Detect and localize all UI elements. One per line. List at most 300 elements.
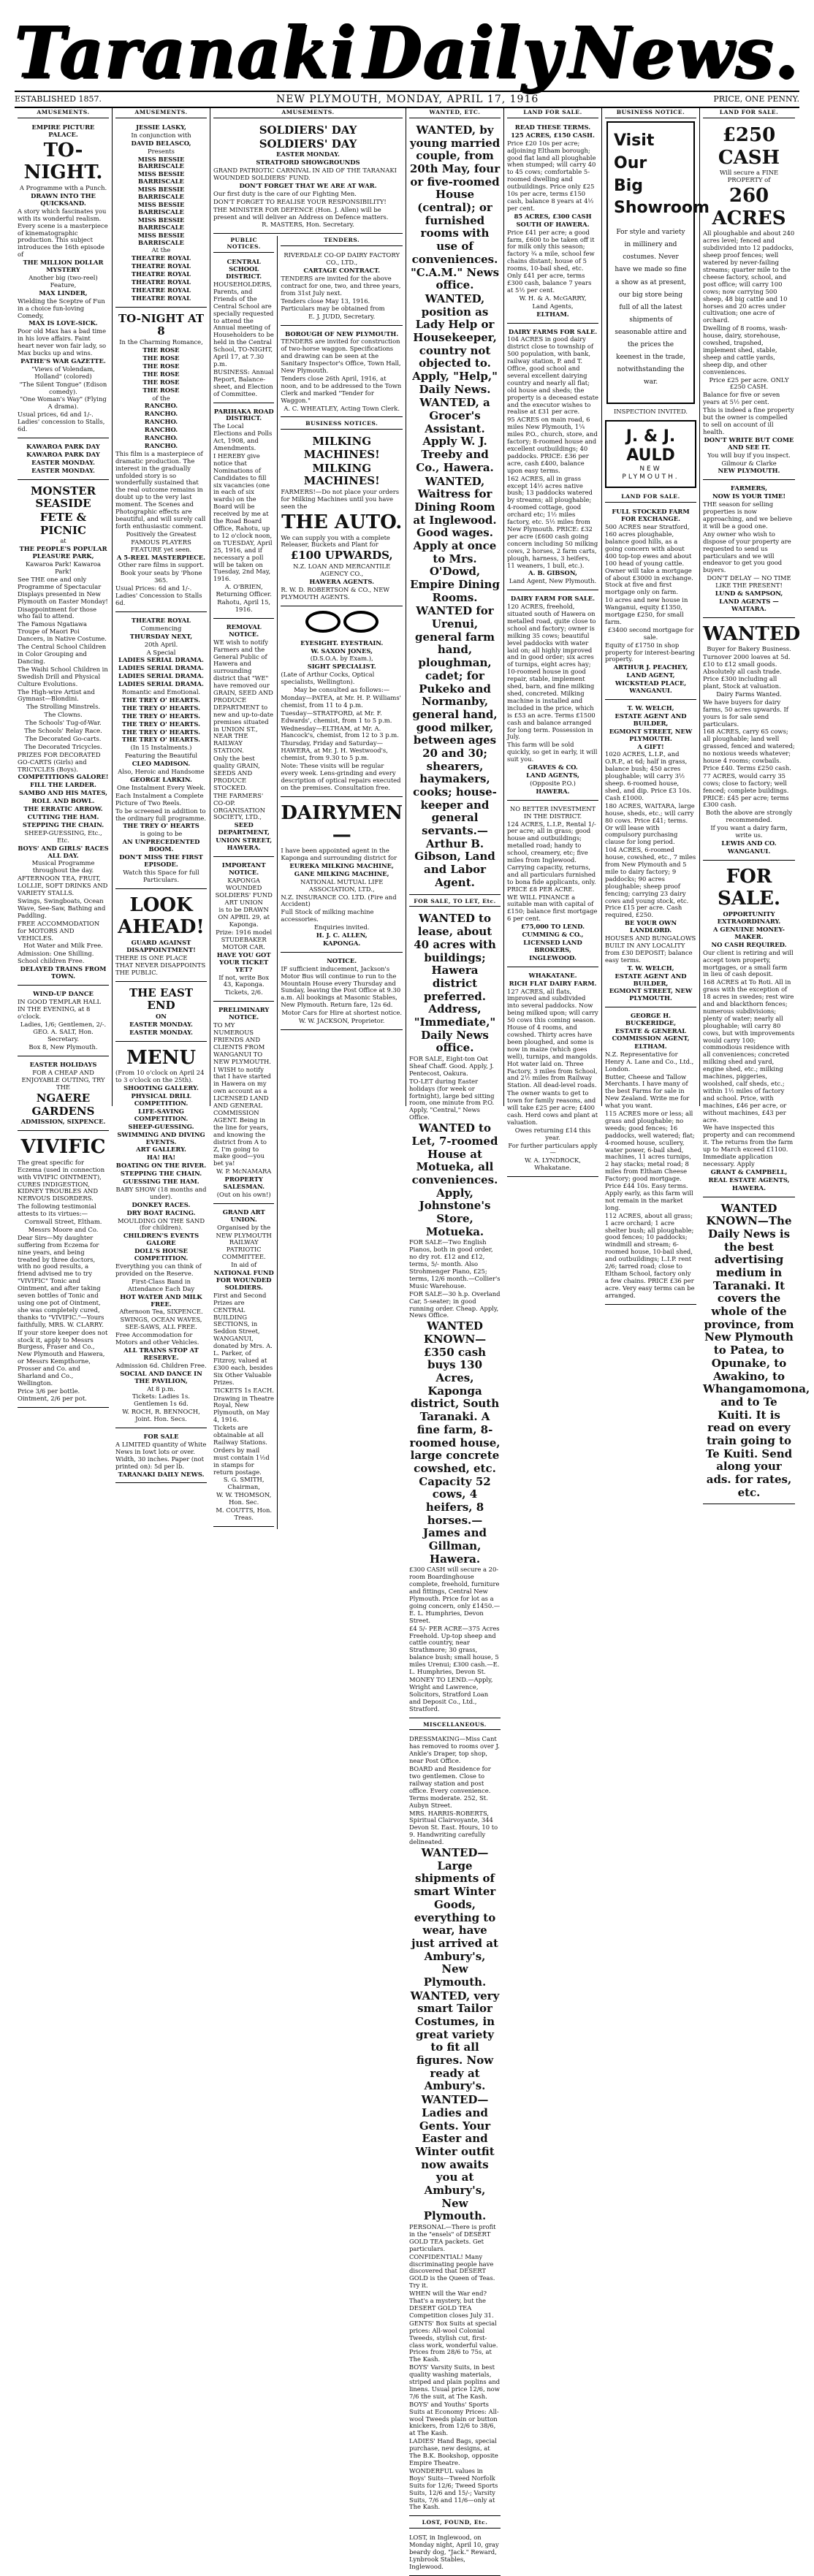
ad-line: 104 ACRES, 6-roomed house, cowshed, etc., 7 miles from New Plymouth and 5 mile to dairy factory; 9 paddocks; 90 acres ploughable; sheep proof fencing; carrying 23 dairy cows and young stock, etc. Price £15 per acre. Cash required, £250. bbox=[605, 846, 696, 919]
ad-line: DON'T FORGET TO REALISE YOUR RESPONSIBILITY! bbox=[213, 197, 387, 205]
ad-line: Enquiries invited. bbox=[314, 923, 370, 931]
ad-line: Dwelling of 8 rooms, wash-house, dairy, storehouse, cowshed, trapshed, implement shed, stable, sheep and cattle yards, sheep dip, and other conveniences. bbox=[703, 324, 788, 376]
ad-line: TENDERS are invited for construction of two-horse waggon. Specifications and drawing can be seen at the Sanitary Inspector's Office, Town Hall, New Plymouth. bbox=[281, 338, 401, 375]
ad-line: SOUTH OF HAWERA. bbox=[516, 220, 590, 228]
ad-line: FETE & PICNIC bbox=[39, 511, 87, 537]
ad-line: WANTED KNOWN—£350 cash buys 130 Acres, Kaponga district, South Taranaki. A fine farm, 8-roomed house, large concrete cowshed, etc. Capacity 52 cows, 4 heifers, 8 horses.—James and Gillman, Hawera. bbox=[409, 1319, 501, 1566]
ad-line: Turnover 2000 loaves at 5d. £10 to £12 small goods. Absolutely all cash trade. Price £300 including all plant, Stock at valuation. bbox=[703, 653, 791, 690]
ad-wanted bbox=[409, 121, 501, 895]
ad-line: PARIHAKA ROAD DISTRICT. bbox=[213, 407, 274, 422]
ad-line: SOCIAL AND DANCE IN THE PAVILION, bbox=[120, 1369, 202, 1384]
ad-line: WANTED, position as Lady Help or Housekeeper, country not objected to. Apply, "Help," Daily News. bbox=[412, 291, 498, 396]
ad-line: "Views of Volendam, Holland" (colored) bbox=[31, 365, 95, 380]
ad-line: MILKING MACHINES! bbox=[303, 435, 380, 462]
column-header: BUSINESS NOTICES. bbox=[281, 419, 403, 430]
ad-line: Price 3/6 per bottle. Ointment, 2/6 per pot. bbox=[18, 1387, 87, 1402]
ad-line: SOLDIERS' DAY bbox=[259, 137, 357, 150]
ad-line: AN UNPRECEDENTED BOOM. bbox=[122, 838, 200, 853]
ad-line: SEED DEPARTMENT, bbox=[218, 821, 270, 837]
ad-line: May be consulted as follows:— bbox=[294, 686, 390, 694]
ad-line: RANCHO. bbox=[144, 410, 178, 418]
ad-line: 500 ACRES near Stratford, 160 acres ploughable, balance good hills, as a going concern with about 400 top-top ewes and about 100 head of young cattle. Owner will take a mortgage of about £3000 in exchange. Stock at five and first mortgage only on farm. bbox=[605, 523, 693, 596]
ad-wanted-known bbox=[703, 1200, 810, 1505]
ad-grand-art-union bbox=[213, 1206, 274, 1527]
ad-line: One Instalment Every Week. bbox=[116, 783, 205, 791]
ad-line: TO MY NUMEROUS FRIENDS AND CLIENTS FROM WANGANUI TO NEW PLYMOUTH. bbox=[213, 1021, 271, 1065]
ad-line: 127 ACRES, all flats, improved and subdivided into several paddocks. Now being milked upon; will carry 50 cows this coming season. House of 4 rooms, and cowshed. Thirty acres have been ploughed, and some is now in maize (which goes well), turnips, and mangolds. Hot water laid on. Three Factory, 3 miles from School, and 2½ miles from Railway Station. All dead-level roads. bbox=[507, 987, 598, 1089]
ad-line: A. C. WHEATLEY, Acting Town Clerk. bbox=[284, 404, 400, 412]
ad-line: FOR A CHEAP AND ENJOYABLE OUTING, TRY THE bbox=[21, 1069, 105, 1091]
ad-line: THEATRE ROYAL bbox=[131, 616, 191, 624]
ad-line: PATHE'S WAR GAZETTE. bbox=[20, 357, 106, 365]
ad-line: EMPIRE PICTURE PALACE. bbox=[31, 123, 95, 138]
ad-line: WE WILL FINANCE a suitable man with capital of £150; balance first mortgage 6 per cent. bbox=[507, 893, 598, 923]
masthead-word-2: Daily bbox=[363, 11, 563, 94]
ad-buckeridge bbox=[605, 1010, 696, 1304]
ad-line: MISS BESSIE BARRISCALE bbox=[137, 155, 185, 170]
ad-line: DAIRYMEN— bbox=[281, 801, 403, 847]
ad-line: KAPONGA. bbox=[323, 939, 361, 947]
ad-line: 120 ACRES, freehold, situated south of Hawera on metalled road, quite close to school and factory; owner is milking 35 cows; beautiful level paddocks with water laid on; all highly improved and in good order; six acres of turnips, eight acres hay; 10-roomed house in good repair, stable, implement shed, barn, and fine milking shed, concreted. Milking machine is installed and included in the price, which is £53 an acre. Terms £1500 cash and balance arranged for long term. Possession in July. bbox=[507, 603, 596, 741]
ad-dairymen bbox=[281, 799, 403, 953]
column-5 bbox=[406, 108, 504, 2570]
ad-line: LADIES' Hand Bags, special purchase, new designs, at The B.K. Bookshop, opposite Empire Theatre. bbox=[409, 2437, 498, 2467]
ad-line: THE PEOPLE'S POPULAR PLEASURE PARK, bbox=[19, 545, 107, 560]
ad-riverdale bbox=[281, 249, 403, 325]
column-header: TENDERS. bbox=[281, 236, 403, 246]
ad-line: THEATRE ROYAL bbox=[131, 294, 191, 302]
ad-line: STEPPING THE CHAIN. bbox=[120, 1170, 202, 1178]
ad-line: GRAVES & CO. bbox=[528, 763, 578, 771]
ad-line: PRIZES FOR DECORATED GO-CARTS (Girls) and TRICYCLES (Boys). bbox=[18, 750, 101, 773]
price: PRICE, ONE PENNY. bbox=[713, 94, 799, 104]
ad-line: Drawing in Theatre Royal, New Plymouth, on May 4, 1916. bbox=[213, 1394, 274, 1424]
column-header: LAND FOR SALE. bbox=[703, 108, 795, 118]
ad-line: 95 ACRES on main road, 6 miles New Plymouth, 1¼ miles P.O., church, store, and factory; 8-roomed house and excellent outbuildings; 40 paddocks. PRICE: £36 per acre, cash £400, balance upon easy terms. bbox=[507, 416, 598, 474]
ad-line: Book your seats by 'Phone 365. bbox=[120, 569, 202, 584]
ad-line: WANTED—Ladies and Gents. Your Easter and Winter outfit now awaits you at Ambury's, New Plymouth. bbox=[415, 2093, 495, 2223]
ad-line: EGMONT STREET, NEW PLYMOUTH. bbox=[609, 987, 693, 1002]
ad-line: MILKING MACHINES! bbox=[303, 461, 380, 488]
ad-line: Tuesday—STRATFORD, at Mr. F. Edwards', chemist, from 1 to 5 p.m. bbox=[281, 709, 392, 724]
ad-parihaka bbox=[213, 405, 274, 619]
ad-line: SIGHT SPECIALIST. bbox=[307, 663, 376, 671]
ad-line: HOT WATER AND MILK FREE. bbox=[120, 1292, 202, 1308]
ad-line: WANTED—Large shipments of smart Winter Goods, everything to wear, have just arrived at Ambury's, New Plymouth. bbox=[411, 1846, 498, 1989]
ad-line: A GIFT! bbox=[637, 742, 664, 750]
ad-line: WICKSTEAD PLACE, WANGANUI. bbox=[615, 679, 687, 695]
ad-line: We have buyers for dairy farms, 50 acres upwards. If yours is for sale send particulars. bbox=[703, 698, 788, 728]
ad-for-sale bbox=[409, 910, 501, 1718]
ad-line: R. MASTERS, Hon. Secretary. bbox=[262, 221, 354, 229]
ad-line: Buyer for Bakery Business. bbox=[707, 645, 791, 653]
ad-line: A GENUINE MONEY-MAKER. bbox=[713, 925, 785, 940]
ad-line: "The Silent Tongue" (Edison comedy). bbox=[19, 380, 107, 395]
ad-line: At 8 p.m. bbox=[147, 1384, 175, 1392]
ad-line: NEW PLYMOUTH. bbox=[718, 467, 780, 475]
ad-seaside-fete bbox=[18, 482, 109, 986]
ad-line: TENDERS are invited for the above contract for one, two, and three years, from 31st July next. bbox=[281, 275, 401, 297]
ad-line: This is indeed a fine property but the owner is compelled to sell on account of ill health. bbox=[703, 406, 794, 435]
ad-line: Each Instalment a Complete Picture of Two Reels. bbox=[115, 791, 204, 807]
ad-line: (Out on his own!) bbox=[216, 1190, 271, 1198]
ad-line: WANTED for Urenui, general farm hand, ploughman, cadet; for Pukeko and Normanby, general hand, good milker, between ages 20 and 30; shearers, haymakers, cooks; house-keeper and general servants.—Arthur B. Gibson, Land and Labor Agent. bbox=[412, 604, 498, 889]
ad-line: A 5-REEL MASTERPIECE. bbox=[116, 553, 206, 561]
ad-borough bbox=[281, 328, 403, 418]
ad-removal bbox=[213, 621, 274, 857]
ad-line: THE TREY O' HEARTS. bbox=[121, 712, 201, 720]
ad-line: The Local Elections and Polls Act, 1908, and Amendments. bbox=[213, 422, 273, 452]
ad-line: FAMOUS PLAYERS FEATURE yet seen. bbox=[130, 538, 192, 553]
ad-line: THEATRE ROYAL bbox=[131, 270, 191, 278]
ad-line: STEPPING THE CHAIN. bbox=[22, 820, 104, 828]
ad-line: WE wish to notify Farmers and the General Public of Hawera and surrounding district that "WE" have removed our GRAIN, SEED AND PRODUCE DEPARTMENT to new and up-to-date premises situated in UNION ST., NEAR THE RAILWAY STATION. bbox=[213, 638, 274, 755]
ad-line: IF sufficient inducement, Jackson's Motor Bus will continue to run to the Mountain House every Thursday and Sunday, leaving the Post Office at 9.30 a.m. All bookings at Masonic Stables, New Plymouth. Return fare, 12s 6d. bbox=[281, 964, 401, 1009]
ad-line: DONKEY RACES. bbox=[132, 1200, 191, 1208]
ad-dairy-farms bbox=[507, 326, 598, 591]
ad-line: TO-NIGHT. bbox=[23, 139, 103, 184]
ad-windup-dance bbox=[18, 988, 109, 1056]
ad-line: GUARD AGAINST DISAPPOINTMENT! bbox=[126, 939, 196, 953]
ad-250-cash bbox=[703, 121, 795, 480]
ad-line: (From 10 o'clock on April 24 to 3 o'clock on the 25th). bbox=[115, 1069, 205, 1084]
ad-line: Orders by mail must contain 1½d in stamps for return postage. bbox=[213, 1446, 270, 1476]
ad-vivific bbox=[18, 1133, 109, 1408]
ad-line: READ THESE TERMS. bbox=[514, 123, 591, 131]
ad-line: FILL THE LARDER. bbox=[30, 781, 96, 789]
column-1 bbox=[15, 108, 113, 1402]
ad-line: THEATRE ROYAL bbox=[131, 262, 191, 270]
ad-line: Another big (two-reel) Feature, bbox=[28, 273, 98, 289]
ad-line: MAX LINDER, bbox=[39, 289, 88, 297]
ad-line: Tickets, 2/6. bbox=[224, 988, 263, 997]
ad-line: 20th April. bbox=[144, 640, 178, 648]
column-header: FOR SALE, TO LET, Etc. bbox=[409, 897, 501, 907]
ad-line: KAPONGA WOUNDED SOLDIERS' FUND ART UNION bbox=[215, 876, 273, 906]
ad-empire bbox=[18, 121, 109, 438]
ad-line: Only the best quality GRAIN, SEEDS AND PRODUCE STOCKED. bbox=[213, 755, 260, 791]
ad-line: FARMERS, bbox=[730, 484, 768, 492]
ad-line: BOARD and Residence for two gentlemen. Close to railway station and post office. Every convenience. Terms moderate. 252, St. Aubyn Street. bbox=[409, 1765, 491, 1809]
ad-line: H. J. C. ALLEN, bbox=[316, 931, 368, 940]
ad-line: £75,000 TO LEND. bbox=[520, 923, 585, 931]
ad-line: I WISH to notify that I have started in Hawera on my own account as a LICENSED LAND AND GENERAL COMMISSION AGENT. Being in the line for years, and knowing the district from A to Z, I'm going to make good—you bet ya! bbox=[213, 1065, 271, 1167]
ad-line: Usual Prices: 6d and 1/-. Ladies' Concession to Stalls 6d. bbox=[115, 584, 202, 606]
ad-line: 180 ACRES, WAITARA, large house, sheds, etc.; will carry 80 cows. Price £41; terms. Or will lease with compulsory purchasing clause for long period. bbox=[605, 801, 695, 846]
ad-line: Monday—PATEA, at Mr. H. P. Williams' chemist, from 11 to 4 p.m. bbox=[281, 693, 401, 709]
ad-line: TARANAKI DAILY NEWS. bbox=[118, 1470, 205, 1478]
ad-line: THE MINISTER FOR DEFENCE (Hon. J. Allen) will be present and will deliver an Address on Defence matters. bbox=[213, 205, 389, 221]
ad-line: Featuring the Beautiful bbox=[124, 752, 198, 760]
visit-line: Our bbox=[614, 153, 647, 172]
ad-line: MISS BESSIE BARRISCALE bbox=[137, 201, 185, 216]
ad-line: THE season for selling properties is now approaching, and we believe it will be a good one. bbox=[703, 500, 793, 530]
ad-line: The Famous Ngatiawa Troupe of Maori Poi Dancers, in Native Costume. bbox=[18, 620, 107, 643]
ad-line: SHEEP-GUESSING, Etc., Etc. bbox=[24, 828, 102, 844]
ad-line: EASTER MONDAY. bbox=[129, 1020, 193, 1028]
ad-line: BE YOUR OWN LANDLORD. bbox=[624, 919, 677, 934]
ad-saxon-jones bbox=[281, 637, 403, 797]
ad-line: Price £20 10s per acre; adjoining Eltham borough; good flat land all ploughable when stumped; will carry 40 to 45 cows; comfortable 5-roomed dwelling and outbuildings. Price only £25 10s per acre, terms £150 cash, balance 8 years at 4½ per cent. bbox=[507, 139, 596, 212]
ad-line: A LIMITED quantity of White News in Iowt lots or over. Width, 30 inches. Paper (not printed on): 5d per lb. bbox=[115, 1440, 207, 1470]
ad-line: A Special bbox=[146, 648, 176, 656]
ad-line: £250 CASH bbox=[718, 123, 780, 169]
ad-line: The Decorated Tricycles. bbox=[24, 742, 102, 750]
ad-line: CHILDREN'S EVENTS GALORE bbox=[123, 1232, 199, 1247]
ad-line: TO-NIGHT AT 8 bbox=[118, 311, 205, 338]
ad-line: LUND & SAMPSON, bbox=[715, 590, 783, 598]
ad-line: WANTED, a Grocer's Assistant. Apply W. J. Treeby and Co., Hawera. bbox=[416, 396, 494, 474]
ad-line: THEATRE ROYAL bbox=[131, 278, 191, 286]
column-header: LAND FOR SALE. bbox=[605, 492, 696, 503]
ad-line: of the bbox=[152, 394, 170, 402]
ad-for-sale-paper bbox=[115, 1430, 207, 1483]
ad-line: Cornwall Street, Eltham. bbox=[24, 1218, 102, 1226]
ad-line: BABY SHOW (18 months and under). bbox=[115, 1185, 207, 1200]
ad-line: You will buy if you inspect. bbox=[707, 451, 791, 459]
issue-date: NEW PLYMOUTH, MONDAY, APRIL 17, 1916 bbox=[275, 93, 539, 105]
ad-line: W. A. LYNDROCK, Whakatane. bbox=[525, 1156, 581, 1172]
ad-line: 162 ACRES, all in grass except 14½ acres native bush; 13 paddocks watered by streams; all ploughable; 4-roomed cottage, good orchard etc; 1½ miles factory, etc. 5½ miles from New Plymouth. PRICE: £32 per acre (£600 cash going concern including 50 milking cows, 2 horses, 2 farm carts, plough, harness, 3 heifers, 11 weaners, 1 bull, etc.). bbox=[507, 474, 598, 569]
ad-line: WANTED to lease, about 40 acres with buildings; Hawera district preferred. Address, "Immediate," Daily News office. bbox=[414, 912, 496, 1055]
column-header: BUSINESS NOTICE. bbox=[605, 108, 696, 118]
ad-line: HAWERA AGENTS. bbox=[309, 577, 375, 585]
ad-line: CUMMING & CO., bbox=[522, 931, 584, 939]
ad-line: THE TREY O' HEARTS. bbox=[121, 704, 201, 712]
ad-line: SOLDIERS' DAY bbox=[259, 123, 357, 137]
ad-welch bbox=[605, 702, 696, 1007]
ad-line: CENTRAL SCHOOL DISTRICT. bbox=[226, 258, 262, 281]
ad-line: THE ERRATIC ARROW. bbox=[23, 805, 103, 813]
ad-line: N.Z. INSURANCE CO. LTD. (Fire and Accident) bbox=[281, 893, 397, 908]
ad-line: Will secure a FINE PROPERTY of bbox=[719, 169, 779, 184]
ad-line: First and Second Prizes are CENTRAL BUILDING SECTIONS, in Seddon Street, WANGANUI, donated by Mrs. A. L. Parker, of Fitzroy, valued at £300 each, besides Six Other Valuable Prizes. bbox=[213, 1291, 273, 1386]
ad-line: Butter, Cheese and Tallow Merchants. I have many of the best Farms for sale in New Zealand. Write me for what you want. bbox=[605, 1072, 690, 1110]
ad-line: RIVERDALE CO-OP DAIRY FACTORY CO., LTD., bbox=[284, 251, 400, 267]
ad-line: Prize: 1916 model STUDEBAKER MOTOR CAR. bbox=[216, 929, 273, 950]
ad-line: DRY BOAT RACING. bbox=[126, 1208, 196, 1216]
ad-line: REAL ESTATE AGENTS, bbox=[708, 1175, 790, 1184]
ad-line: The following testimonial attests to its virtues:— bbox=[18, 1203, 96, 1218]
ad-line: FOR SALE—Two English Pianos, both in good order, no dry rot. £12 and £12, terms, 5/- month. Also Strohmenger Piano, £25; terms, 12/6 month.—Collier's Music Warehouse. bbox=[409, 1238, 501, 1289]
ad-line: Free Accommodation for Motors and other Vehicles. bbox=[115, 1331, 199, 1346]
ad-line: Rahotu, April 15, 1916. bbox=[217, 598, 271, 613]
ad-line: 124 ACRES, L.I.P., Rental 1/- per acre; all in grass; good house and outbuildings; metalled road; handy to school, creamery, etc; five miles from Inglewood. Carrying capacity, returns, and all particulars furnished to bona fide applicants, only. PRICE £8 PER ACRE. bbox=[507, 820, 596, 893]
ad-line: STRATFORD SHOWGROUNDS bbox=[256, 159, 360, 167]
ad-line: GENTS' Box Suits at special prices: All-wool Colonial Tweeds, stylish cut, first-class work, wonderful value. Prices from 28/6 to 75s, at The Kash. bbox=[409, 2319, 498, 2363]
ad-line: HAWERA. bbox=[731, 1184, 767, 1192]
ad-theatre-royal bbox=[115, 614, 207, 889]
ad-line: DON'T FORGET THAT WE ARE AT WAR. bbox=[239, 181, 377, 189]
ad-look-ahead bbox=[115, 891, 207, 982]
ad-line: MISS BESSIE BARRISCALE bbox=[137, 186, 185, 201]
ad-line: 85 ACRES, £300 CASH bbox=[514, 212, 592, 220]
ad-line: WANTED bbox=[703, 622, 801, 645]
ad-line: ROLL AND BOWL. bbox=[31, 797, 95, 805]
ad-line: The Schools' Tug-of-War. bbox=[25, 719, 102, 727]
ad-kawaroa bbox=[18, 441, 109, 480]
ad-line: GANE MILKING MACHINE, bbox=[294, 869, 389, 877]
ad-line: HOUSES AND BUNGALOWS BUILT IN ANY LOCALITY from £30 DEPOSIT; balance easy terms. bbox=[605, 934, 696, 964]
ad-line: 260 ACRES bbox=[712, 185, 786, 229]
ad-line: MISS BESSIE BARRISCALE bbox=[137, 170, 185, 186]
ad-line: GRAND ART UNION. bbox=[222, 1208, 265, 1223]
ad-line: CARTAGE CONTRACT. bbox=[303, 267, 381, 275]
ad-line: 112 ACRES, about all grass; 1 acre orchard; 1 acre shelter bush; all ploughable; good fences; 10 paddocks; windmill and stream; 6-roomed house, 10-bail shed, and outbuildings; L.I.P. rent 2/6; tarred road; close to Eltham School, factory only a few chains. PRICE £36 per acre. Very easy terms can be arranged. bbox=[605, 1211, 695, 1299]
ad-line: THE AUTO. bbox=[281, 511, 403, 533]
ad-line: Wednesday—ELTHAM, at Mr. A. Hancock's, chemist, from 12 to 3 p.m. bbox=[281, 724, 399, 739]
ad-line: EASTER MONDAY. bbox=[276, 150, 340, 159]
ad-line: NO BETTER INVESTMENT IN THE DISTRICT. bbox=[509, 804, 596, 820]
column-8 bbox=[700, 108, 810, 1499]
ad-line: SHEEP-GUESSING. bbox=[128, 1122, 194, 1130]
ad-line: DON'T WRITE BUT COME AND SEE IT. bbox=[704, 435, 794, 451]
ad-line: Any owner who wish to dispose of your property are requested to send us particulars and we will endeavor to get you good buyers. bbox=[703, 530, 791, 574]
ad-line: CLEO MADISON. bbox=[132, 760, 191, 768]
ad-notice bbox=[281, 955, 403, 1030]
ad-line: Owes returning £14 this year. bbox=[514, 1126, 591, 1141]
ad-line: Messrs Moore and Co. bbox=[28, 1225, 99, 1233]
ad-line: KAWAROA PARK DAY bbox=[26, 443, 100, 451]
ad-line: DON'T DELAY — NO TIME LIKE THE PRESENT! bbox=[707, 574, 791, 590]
ad-line: NO CASH REQUIRED. bbox=[711, 940, 787, 948]
ad-line: VIVIFIC bbox=[20, 1136, 106, 1159]
spectacles-icon bbox=[281, 611, 403, 633]
ad-line: The Waihi School Children in Swedish Drill and Physical Culture Evolutions. bbox=[18, 665, 108, 687]
ad-line: EASTER MONDAY. bbox=[31, 458, 95, 466]
ad-line: NGAERE GARDENS bbox=[31, 1091, 95, 1118]
ad-line: Land Agent, New Plymouth. bbox=[509, 577, 597, 585]
auld-logo bbox=[605, 420, 696, 488]
column-header: AMUSEMENTS. bbox=[115, 108, 207, 118]
masthead-word-1: Taranaki bbox=[15, 11, 357, 94]
ad-line: A. B. GIBSON, bbox=[528, 569, 577, 577]
ad-line: Musical Programme throughout the day. bbox=[31, 859, 95, 874]
ad-line: £300 CASH will secure a 20-room Boardinghouse complete, freehold, furniture and fittings, Central New Plymouth. Price for lot as a going concern, only £1450.—E. L. Humphries, Devon Street. bbox=[409, 1566, 501, 1624]
ad-line: Admission: One Shilling. School children Free. bbox=[18, 950, 94, 965]
ad-line: GEO. A. SALT, Hon. Secretary. bbox=[33, 1028, 94, 1043]
ad-lasky bbox=[115, 121, 207, 308]
ad-line: Positively the Greatest bbox=[126, 530, 197, 538]
column-header: PUBLIC NOTICES. bbox=[213, 236, 274, 253]
ad-milking-machines bbox=[281, 432, 403, 606]
ad-line: WHAKATANE. bbox=[528, 971, 577, 979]
ad-line: Tenders close May 13, 1916. Particulars may be obtained from bbox=[281, 297, 385, 312]
ad-line: PROPERTY SALESMAN. bbox=[223, 1175, 265, 1191]
ad-line: The great specific for Eczema (used in connection with VIVIFIC OINTMENT), CURES INDIGESTION, KIDNEY TROUBLES AND NERVOUS DISORDERS. bbox=[18, 1158, 105, 1203]
ad-line: FOR SALE bbox=[143, 1433, 179, 1441]
ad-line: The Clowns. bbox=[44, 711, 83, 719]
ad-line: LOST, in Inglewood, on Monday night, April 10, gray beardy dog, "Jack." Reward, Lynbrook Stables, Inglewood. bbox=[409, 2534, 499, 2570]
ad-visit-showroom bbox=[606, 121, 710, 404]
ad-line: T. W. WELCH, bbox=[627, 704, 674, 712]
ad-line: GEORGE LARKIN. bbox=[130, 776, 192, 784]
ad-line: WONDERFUL values in Boys' Suits—Tweed Norfolk Suits for 12/6; Tweed Sports Suits, 12/6 and 15/-; Varsity Suits, 7/6 and 11/6—only at The Kash. bbox=[409, 2466, 498, 2511]
ad-line: THE ROSE bbox=[142, 354, 180, 362]
ad-line: Romantic and Emotional. bbox=[121, 688, 201, 696]
ad-line: DON'T MISS THE FIRST EPISODE. bbox=[119, 853, 203, 868]
ad-line: Note: These visits will be regular every week. Lens-grinding and every description of optical repairs executed on the premises. Consultation free. bbox=[281, 762, 401, 791]
ad-line: GEORGE H. BUCKERIDGE, bbox=[625, 1012, 677, 1027]
ad-line: LIFE-SAVING COMPETITION. bbox=[134, 1107, 189, 1122]
ad-line: THE TREY O' HEARTS. bbox=[121, 736, 201, 744]
ad-line: See THE one and only Programme of Spectacular Displays presented in New Plymouth on Easter Monday! bbox=[18, 575, 108, 605]
ad-line: THE ROSE bbox=[142, 386, 180, 394]
ad-line: DAVID BELASCO, bbox=[131, 139, 191, 147]
ad-line: ESTATE AGENT AND BUILDER, bbox=[615, 972, 687, 987]
ad-line: LAND AGENT, bbox=[626, 671, 675, 679]
ad-line: WANTED, by young married couple, from 20th May, four or five-roomed House (central); or furnished rooms with use of conveniences. "C.A.M." News office. bbox=[409, 123, 501, 292]
ad-line: UNION STREET, HAWERA. bbox=[216, 837, 273, 852]
ad-tonight bbox=[115, 310, 207, 612]
ad-line: is to be DRAWN ON APRIL 29, at Kaponga. bbox=[218, 906, 270, 929]
ad-line: The Strolling Minstrels. bbox=[26, 703, 101, 711]
ad-preliminary bbox=[213, 1004, 274, 1204]
ad-line: WANTED KNOWN—The Daily News is the best advertising medium in Taranaki. It covers the whole of the province, from New Plymouth to Patea, to Opunake, to Awakino, to Whangamomona, and to Te Kuiti. It is read on every train going to Te Kuiti. Send along your ads. for rates, etc. bbox=[703, 1201, 810, 1499]
established: ESTABLISHED 1857. bbox=[15, 94, 102, 104]
ad-line: Dairy Farms Wanted. bbox=[716, 690, 782, 698]
ad-line: (Late of Arthur Cocks, Optical specialists, Wellington). bbox=[281, 671, 375, 686]
ad-line: ON bbox=[156, 1012, 167, 1020]
ad-line: We have inspected this property and can recommend it. The returns from the farm up to March exceed £1100. Immediate application necessary. Apply bbox=[703, 1124, 795, 1167]
ad-line: This farm will be sold quickly, so get in early, it will suit you. bbox=[507, 741, 598, 763]
ad-line: RANCHO. bbox=[144, 418, 178, 426]
ad-line: REMOVAL NOTICE. bbox=[226, 622, 262, 638]
ad-line: Swings, Swingboats, Ocean Wave, See-Saw, Bathing and Paddling. bbox=[18, 896, 106, 919]
ad-line: 168 ACRES at To Roti. All in grass with the exception of 18 acres in swedes; rest wire and and blackthorn fences; numerous subdivisions; plenty of water; nearly all ploughable; will carry 80 cows, but with improvements would carry 100; commodious residence with all conveniences; concreted milking shed and yard, engine shed, etc.; milking machines, piggeries, woolshed, calf sheds, etc.; within 1½ miles of factory and school. Price, with machines, £46 per acre, or without machines, £43 per acre. bbox=[703, 978, 795, 1124]
ad-line: THE FARMERS' CO-OP. ORGANISATION SOCIETY, LTD., bbox=[213, 791, 265, 821]
ad-line: FOR SALE—30 h.p. Overland Car, 5-seater; in good running order. Cheap. Apply, News Office. bbox=[409, 1289, 501, 1319]
ad-east-end bbox=[115, 984, 207, 1042]
ad-line: All ploughable and about 240 acres level; fenced and subdivided into 12 paddocks, sheep proof fences; well watered by never-failing streams; quarter mile to the cheese factory, school, and post office; will carry 100 cows; now carrying 500 sheep, 48 big cattle and 10 horses and 20 acres under cultivation; one acre of orchard. bbox=[703, 229, 795, 324]
ad-line: CUTTING THE HAM. bbox=[27, 813, 99, 821]
ad-line: Hot Water and Milk Free. bbox=[23, 942, 103, 950]
ad-line: "One Woman's Way" (Flying A drama). bbox=[20, 395, 107, 411]
ad-line: Organised by the bbox=[217, 1223, 271, 1231]
ad-line: MRS. HARRIS-ROBERTS, Spiritual Clairvoyante, 344 Devon St. East. Hours, 10 to 9. Handwriting carefully delineated. bbox=[409, 1809, 498, 1846]
ad-miscellaneous bbox=[409, 1733, 501, 2516]
column-header: AMUSEMENTS. bbox=[213, 108, 403, 118]
ad-line: The Central School Children in Color Grouping and Dancing. bbox=[18, 643, 107, 665]
ad-line: ART GALLERY. bbox=[136, 1146, 186, 1154]
column-7 bbox=[602, 108, 710, 1299]
ad-line: Land Agents, bbox=[532, 302, 574, 310]
ad-line: Dear Sirs—My daughter suffering from Eczema for nine years, and being treated by three doctors, with no good results, a friend advised me to try "VIVIFIC" Tonic and Ointment, and after taking seven bottles of Tonic and using one pot of Ointment, she was completely cured, thanks to "VIVIFIC."—Yours faithfully, MRS. W. CLARRY. bbox=[18, 1233, 104, 1328]
ad-full-stocked bbox=[605, 506, 696, 700]
ad-line: £3400 second mortgage for sale. bbox=[607, 625, 694, 641]
ad-line: A Programme with a Punch. bbox=[19, 184, 107, 192]
ad-line: BOYS' Varsity Suits, in best quality washing materials, striped and plain poplins and linens. Usual price 12/6, now 7/6 the suit, at The Kash. bbox=[409, 2363, 501, 2400]
ad-line: MOULDING ON THE SAND (for children). bbox=[117, 1216, 205, 1232]
ad-line: Commencing bbox=[140, 624, 182, 632]
ad-line: Other rare films in support. bbox=[118, 561, 205, 569]
ad-line: TICKETS 1s EACH. bbox=[213, 1386, 274, 1394]
ad-line: BOYS' and Youths' Sports Suits at Economy Prices: All-wool Tweeds plain or button knickers, from 12/6 to 38/6, at The Kash. bbox=[409, 2400, 499, 2437]
ad-line: Price £25 per acre. ONLY £250 CASH. bbox=[709, 376, 789, 391]
ad-line: Admission 6d. Children Free. bbox=[115, 1361, 207, 1369]
ad-line: SWINGS, OCEAN WAVES, SEE-SAWS, ALL FREE. bbox=[120, 1316, 202, 1331]
ad-line: W. ROCH, R. BENNOCH, Joint. Hon. Secs. bbox=[122, 1408, 200, 1423]
ad-line: EYESIGHT. EYESTRAIN. bbox=[300, 639, 384, 647]
ad-line: THE TREY O' HEARTS. bbox=[121, 720, 201, 728]
ad-line: PERSONAL—There is profit in the "ensels" of DESERT GOLD TEA packets. Get particulars. bbox=[409, 2223, 496, 2252]
ad-line: OPPORTUNITY EXTRAORDINARY. bbox=[717, 910, 781, 926]
ad-line: Tickets: Ladies 1s. Gentlemen 1s 6d. bbox=[132, 1392, 190, 1408]
ad-line: FULL STOCKED FARM FOR EXCHANGE. bbox=[612, 508, 690, 523]
ad-line: W. P. McNAMARA bbox=[216, 1167, 272, 1175]
ad-line: FOR SALE, Eight-ton Oat Sheaf Chaff. Good. Apply, J. Pentecost, Oakura. bbox=[409, 1055, 494, 1077]
auld-name: J. & J. AULD bbox=[625, 427, 676, 465]
